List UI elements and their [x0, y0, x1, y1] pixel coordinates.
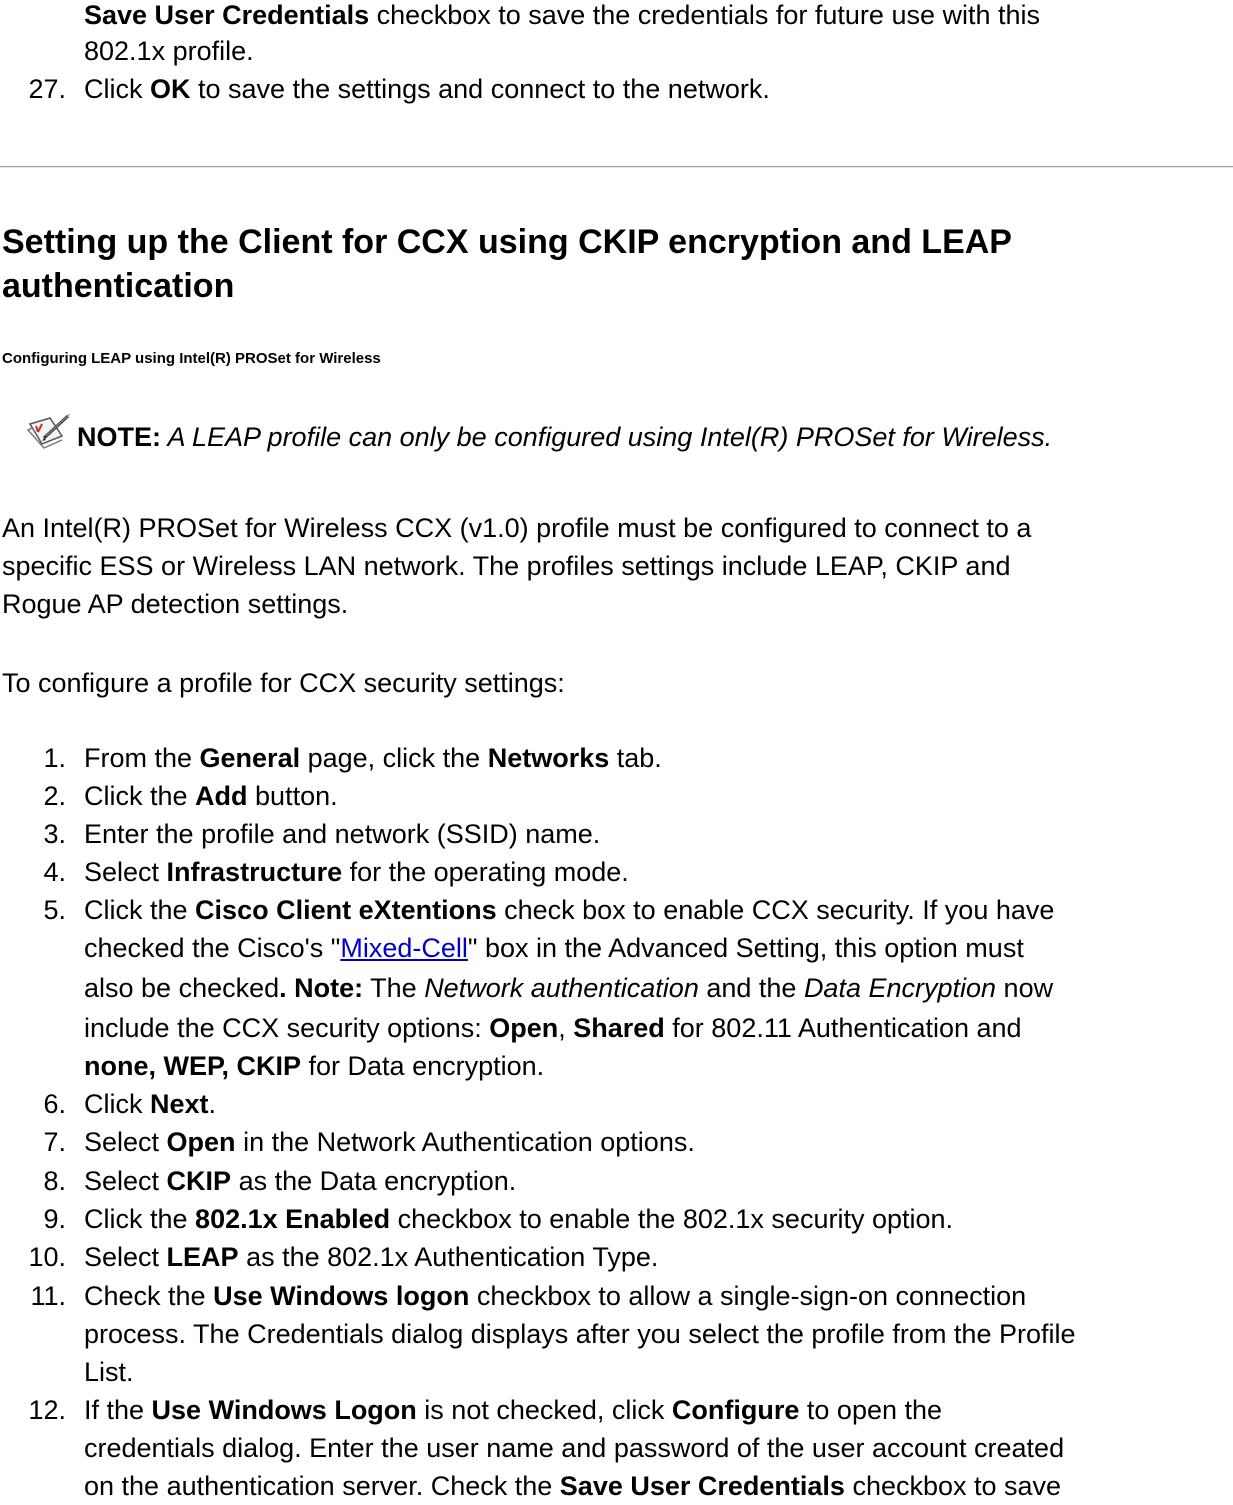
bold-term: CKIP [166, 1166, 232, 1196]
note-pencil-icon [26, 414, 74, 454]
step-11-line-1 [84, 1277, 1026, 1315]
text: Select [84, 857, 167, 887]
bold-term: Shared [573, 1013, 665, 1043]
bold-term: none, WEP, CKIP [84, 1051, 302, 1081]
step-2 [0, 777, 1233, 815]
step-number: 12. [28, 1395, 66, 1425]
step-7 [0, 1123, 1233, 1161]
intro-line-1: An Intel(R) PROSet for Wireless CCX (v1.0) profile must be configured to connect to a [2, 513, 1032, 543]
step-number: 7. [43, 1127, 66, 1157]
text: If the [84, 1395, 152, 1425]
text: is not checked, click [416, 1395, 672, 1425]
text: checked the Cisco's " [84, 933, 341, 963]
text: in the Network Authentication options. [235, 1127, 695, 1157]
bold-term: Use Windows logon [213, 1281, 470, 1311]
text: tab. [609, 743, 662, 773]
text: . [208, 1089, 217, 1119]
step-number: 10. [28, 1242, 66, 1272]
text: for Data encryption. [301, 1051, 545, 1081]
step-number: 3. [43, 819, 66, 849]
text: checkbox to save [844, 1471, 1062, 1501]
title-line: Setting up the Client for CCX using CKIP encryption and LEAP [2, 223, 1012, 261]
text: check box to enable CCX security. If you have [496, 895, 1055, 925]
text: 802.1x profile. [84, 36, 254, 66]
step-12-line-1 [84, 1391, 942, 1429]
step-number: 2. [43, 781, 66, 811]
step-4 [0, 853, 1233, 891]
section-title [2, 220, 1012, 308]
bold-term: OK [150, 74, 191, 104]
note-label: NOTE: [77, 422, 161, 452]
step-number: 27. [28, 74, 66, 104]
bold-term: Add [195, 781, 248, 811]
text: to open the [799, 1395, 943, 1425]
text: checkbox to allow a single-sign-on connection [469, 1281, 1027, 1311]
step-6 [0, 1085, 1233, 1123]
text: for 802.11 Authentication and [664, 1013, 1022, 1043]
step-5-line-2 [84, 929, 1024, 967]
text: Enter the profile and network (SSID) name. [84, 819, 601, 849]
step-number: 9. [43, 1204, 66, 1234]
text: Click [84, 74, 150, 104]
text: Select [84, 1242, 167, 1272]
step-11 [0, 1277, 1233, 1393]
step-number: 6. [43, 1089, 66, 1119]
italic-term: Network authentication [424, 973, 699, 1003]
bold-term: . Note: [279, 973, 364, 1003]
step-27 [0, 70, 1233, 108]
text: as the 802.1x Authentication Type. [238, 1242, 659, 1272]
step-5-line-4 [84, 1009, 1022, 1047]
text: Check the [84, 1281, 214, 1311]
text: , [558, 1013, 574, 1043]
text: for the operating mode. [342, 857, 629, 887]
step-5 [0, 891, 1233, 1085]
text: to save the settings and connect to the network. [190, 74, 770, 104]
text: include the CCX security options: [84, 1013, 490, 1043]
horizontal-divider [0, 166, 1233, 168]
step-12-line-2: credentials dialog. Enter the user name and password of the user account created [84, 1433, 1065, 1463]
text: From the [84, 743, 200, 773]
continued-line-1 [84, 0, 1040, 34]
bold-term: General [199, 743, 301, 773]
step-3 [0, 815, 1233, 853]
step-12 [0, 1391, 1233, 1501]
text: The [363, 973, 425, 1003]
step-12-line-3 [84, 1467, 1061, 1505]
mixed-cell-link[interactable]: Mixed-Cell [340, 933, 468, 963]
note [77, 418, 1052, 456]
intro-line-3: Rogue AP detection settings. [2, 589, 349, 619]
step-5-line-1 [84, 891, 1054, 929]
note-text: A LEAP profile can only be configured using Intel(R) PROSet for Wireless. [161, 422, 1053, 452]
bold-term: LEAP [166, 1242, 239, 1272]
step-9 [0, 1200, 1233, 1238]
text: as the Data encryption. [231, 1166, 517, 1196]
bold-term: Networks [487, 743, 610, 773]
step-number: 1. [43, 743, 66, 773]
bold-term: Save User Credentials [559, 1471, 845, 1501]
text: and the [698, 973, 804, 1003]
step-10 [0, 1238, 1233, 1276]
bold-term: 802.1x Enabled [195, 1204, 391, 1234]
step-5-line-3 [84, 969, 1053, 1007]
bold-term: Configure [671, 1395, 800, 1425]
text: page, click the [300, 743, 488, 773]
text: Click [84, 1089, 150, 1119]
bold-term: Use Windows Logon [151, 1395, 417, 1425]
text: button. [247, 781, 338, 811]
text: " box in the Advanced Setting, this option must [467, 933, 1024, 963]
bold-term: Save User Credentials [84, 0, 370, 30]
title-line: authentication [2, 267, 235, 305]
bold-term: Next [150, 1089, 209, 1119]
step-number: 8. [43, 1166, 66, 1196]
step-number: 11. [30, 1281, 66, 1311]
text: now [996, 973, 1054, 1003]
step-8 [0, 1162, 1233, 1200]
intro-line-2: specific ESS or Wireless LAN network. The profiles settings include LEAP, CKIP and [2, 551, 1011, 581]
bold-term: Infrastructure [166, 857, 343, 887]
text: Click the [84, 1204, 196, 1234]
text: Click the [84, 781, 196, 811]
continued-line-2 [84, 32, 254, 70]
step-number: 4. [43, 857, 66, 887]
text: also be checked [84, 973, 280, 1003]
subheading: Configuring LEAP using Intel(R) PROSet for Wireless [2, 350, 381, 367]
text: checkbox to save the credentials for future use with this [369, 0, 1041, 30]
step-11-line-2: process. The Credentials dialog displays after you select the profile from the Profile [84, 1319, 1076, 1349]
step-1 [0, 739, 1233, 777]
text: Click the [84, 895, 196, 925]
text: checkbox to enable the 802.1x security option. [390, 1204, 954, 1234]
step-11-line-3: List. [84, 1357, 134, 1387]
step-5-line-5 [84, 1047, 544, 1085]
italic-term: Data Encryption [803, 973, 997, 1003]
text: on the authentication server. Check the [84, 1471, 560, 1501]
step-number: 5. [43, 895, 66, 925]
bold-term: Cisco Client eXtentions [195, 895, 497, 925]
bold-term: Open [489, 1013, 559, 1043]
text: Select [84, 1127, 167, 1157]
bold-term: Open [166, 1127, 236, 1157]
configure-intro: To configure a profile for CCX security settings: [2, 668, 565, 698]
text: Select [84, 1166, 167, 1196]
